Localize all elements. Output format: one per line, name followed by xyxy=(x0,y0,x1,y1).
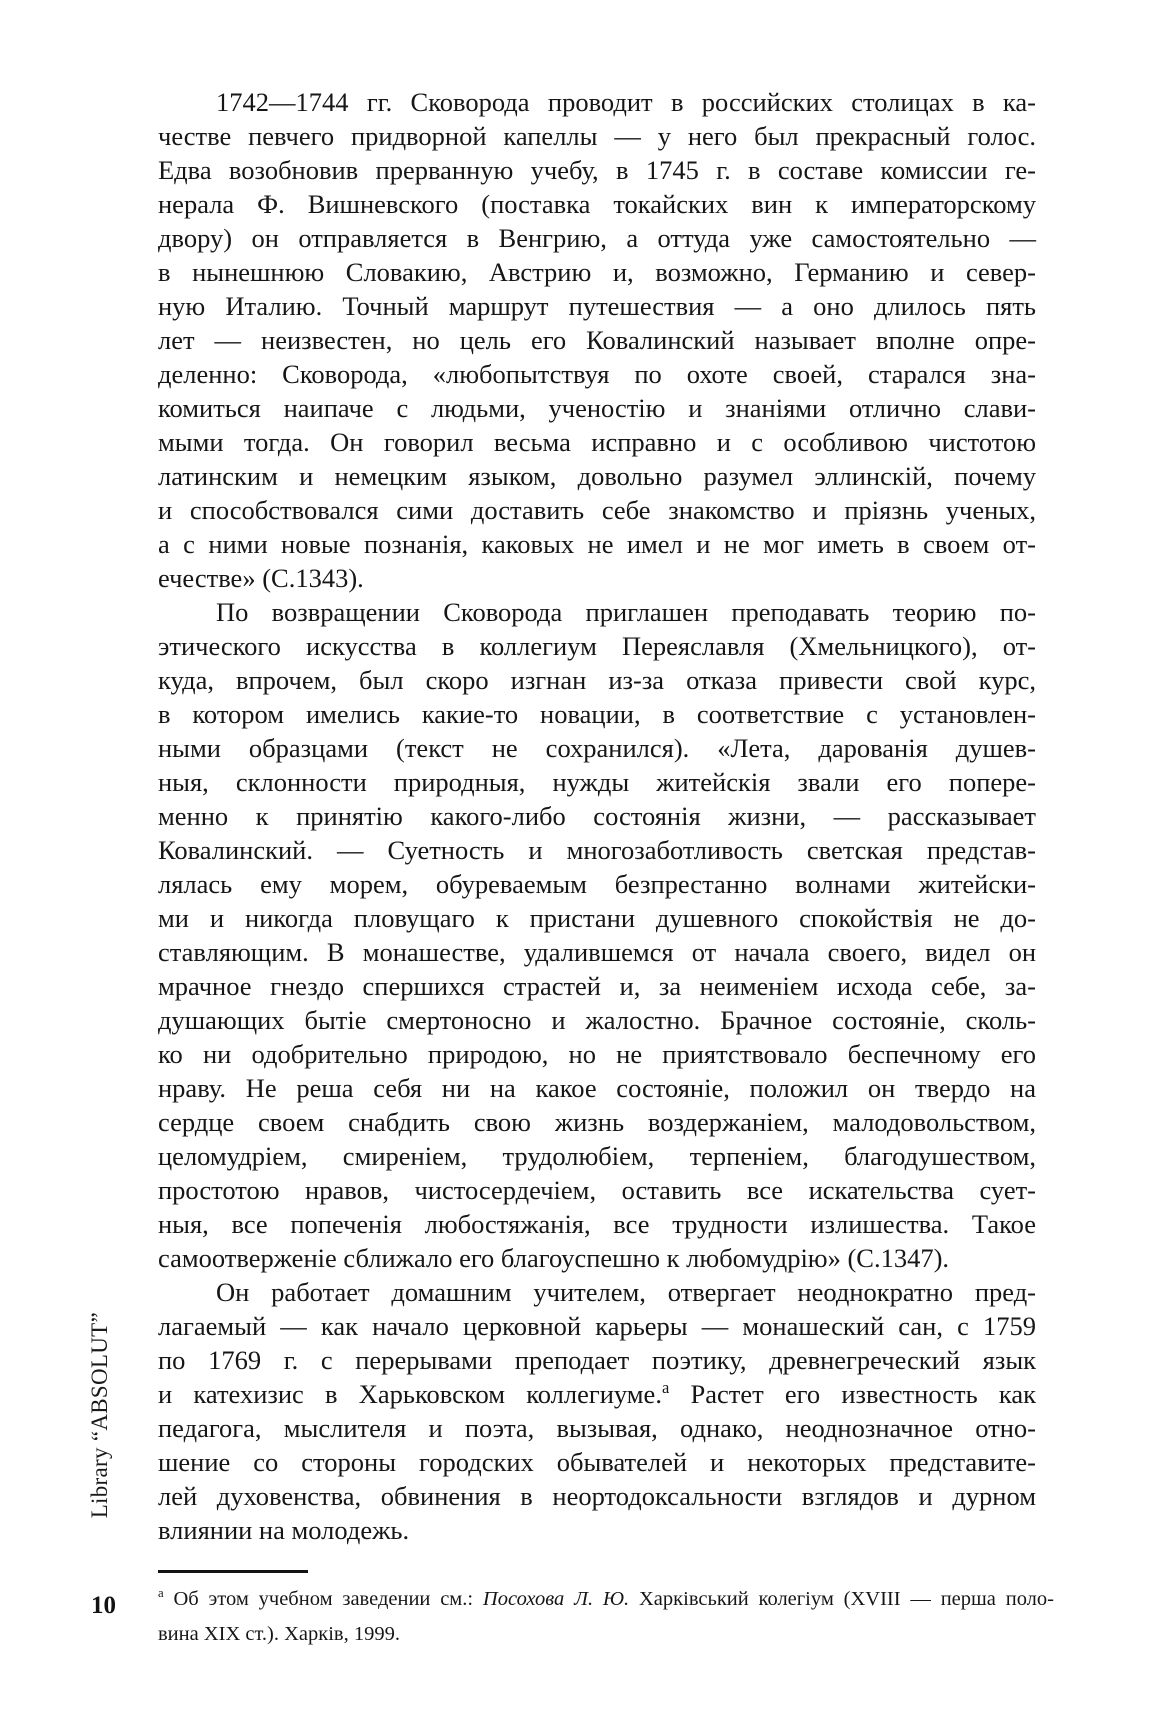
text-line: комиться наипаче с людьми, ученостію и знаніями отлично слави- xyxy=(158,393,1036,423)
text-run: Харківський колегіум (XVIII — перша поло- xyxy=(629,1588,1054,1610)
text-line: менно к принятію какого-либо состоянія жизни, — рассказывает xyxy=(158,801,1036,831)
text-line: целомудріем, смиреніем, трудолюбіем, терпеніем, благодушеством, xyxy=(158,1141,1036,1171)
footnote-text xyxy=(158,1582,1054,1652)
text-line: в нынешнюю Словакию, Австрию и, возможно, Германию и север- xyxy=(158,257,1036,287)
text-line: ныя, склонности природныя, нужды житейскія звали его попере- xyxy=(158,767,1036,797)
text-line: ными образцами (текст не сохранился). «Лета, дарованія душев- xyxy=(158,733,1036,763)
text-line: и способствовался сими доставить себе знакомство и пріязнь ученых, xyxy=(158,495,1036,525)
text-line: лялась ему морем, обуреваемым безпрестанно волнами житейски- xyxy=(158,869,1036,899)
text-line: сердце своем снабдить свою жизнь воздержаніем, малодовольством, xyxy=(158,1107,1036,1137)
text-line: в котором имелись какие-то новации, в соответствие с установлен- xyxy=(158,699,1036,729)
text-line: душающих бытіе смертоносно и жалостно. Брачное состояніе, сколь- xyxy=(158,1005,1036,1035)
text-line: ную Италию. Точный маршрут путешествия — а оно длилось пять xyxy=(158,291,1036,321)
paragraph xyxy=(158,595,1036,1275)
text-line xyxy=(158,1377,1036,1411)
text-line: нраву. Не реша себя ни на какое состояніе, положил он твердо на xyxy=(158,1073,1036,1103)
text-line: лей духовенства, обвинения в неортодоксальности взглядов и дурном xyxy=(158,1481,1036,1511)
footnote-marker: а xyxy=(158,1586,164,1601)
text-line: Ковалинский. — Суетность и многозаботливость светская представ- xyxy=(158,835,1036,865)
page-number: 10 xyxy=(91,1592,116,1619)
paragraph xyxy=(158,85,1036,595)
text-line: ныя, все попеченія любостяжанія, все трудности излишества. Такое xyxy=(158,1209,1036,1239)
text-run: Растет его известность как xyxy=(669,1379,1036,1409)
text-line: мыми тогда. Он говорил весьма исправно и с особливою чистотою xyxy=(158,427,1036,457)
text-run: Об этом учебном заведении см.: xyxy=(163,1588,483,1610)
text-line: ставляющим. В монашестве, удалившемся от начала своего, видел он xyxy=(158,937,1036,967)
text-line: простотою нравов, чистосердечіем, оставить все искательства сует- xyxy=(158,1175,1036,1205)
paragraph xyxy=(158,1275,1036,1547)
text-line: деленно: Сковорода, «любопытствуя по охоте своей, старался зна- xyxy=(158,359,1036,389)
text-line: а с ними новые познанія, каковых не имел и не мог иметь в своем от- xyxy=(158,529,1036,559)
text-line: мрачное гнездо спершихся страстей и, за неименіем исхода себе, за- xyxy=(158,971,1036,1001)
text-line: Он работает домашним учителем, отвергает неоднократно пред- xyxy=(216,1277,1036,1307)
text-line: по 1769 г. с перерывами преподает поэтику, древнегреческий язык xyxy=(158,1345,1036,1375)
footnote-rule xyxy=(158,1570,308,1573)
text-line: вина XIX ст.). Харків, 1999. xyxy=(158,1623,400,1645)
footnote-marker: а xyxy=(661,1378,670,1398)
text-line: латинским и немецким языком, довольно разумел эллинскій, почему xyxy=(158,461,1036,491)
text-line: шение со стороны городских обывателей и некоторых представите- xyxy=(158,1447,1036,1477)
text-run: и катехизис в Харьковском коллегиуме. xyxy=(158,1379,662,1409)
text-line: самоотверженіе сближало его благоуспешно к любомудрію» (С.1347). xyxy=(158,1243,950,1273)
text-line: ко ни одобрительно природою, но не приятствовало беспечному его xyxy=(158,1039,1036,1069)
text-line: куда, впрочем, был скоро изгнан из-за отказа привести свой курс, xyxy=(158,665,1036,695)
edition-label-text: Library “ABSOLUT” xyxy=(87,1311,112,1519)
text-line: двору) он отправляется в Венгрию, а оттуда уже самостоятельно — xyxy=(158,223,1036,253)
text-line: ми и никогда пловущаго к пристани душевного спокойствія не до- xyxy=(158,903,1036,933)
text-line: 1742—1744 гг. Сковорода проводит в российских столицах в ка- xyxy=(216,87,1036,117)
text-line xyxy=(158,1582,1054,1617)
text-line: Едва возобновив прерванную учебу, в 1745 г. в составе комиссии ге- xyxy=(158,155,1036,185)
body-text xyxy=(158,85,1036,1547)
text-line: честве певчего придворной капеллы — у него был прекрасный голос. xyxy=(158,121,1036,151)
italic-text: Посохова Л. Ю. xyxy=(482,1588,630,1610)
edition-label xyxy=(84,1308,116,1522)
text-line: По возвращении Сковорода приглашен преподавать теорию по- xyxy=(216,597,1036,627)
text-line: ечестве» (С.1343). xyxy=(158,563,364,593)
text-line: лет — неизвестен, но цель его Ковалинский называет вполне опре- xyxy=(158,325,1036,355)
text-line: педагога, мыслителя и поэта, вызывая, однако, неоднозначное отно- xyxy=(158,1413,1036,1443)
text-line: лагаемый — как начало церковной карьеры — монашеский сан, с 1759 xyxy=(158,1311,1036,1341)
text-line: нерала Ф. Вишневского (поставка токайских вин к императорскому xyxy=(158,189,1036,219)
text-line: влиянии на молодежь. xyxy=(158,1515,410,1545)
text-line: этического искусства в коллегиум Переяславля (Хмельницкого), от- xyxy=(158,631,1036,661)
